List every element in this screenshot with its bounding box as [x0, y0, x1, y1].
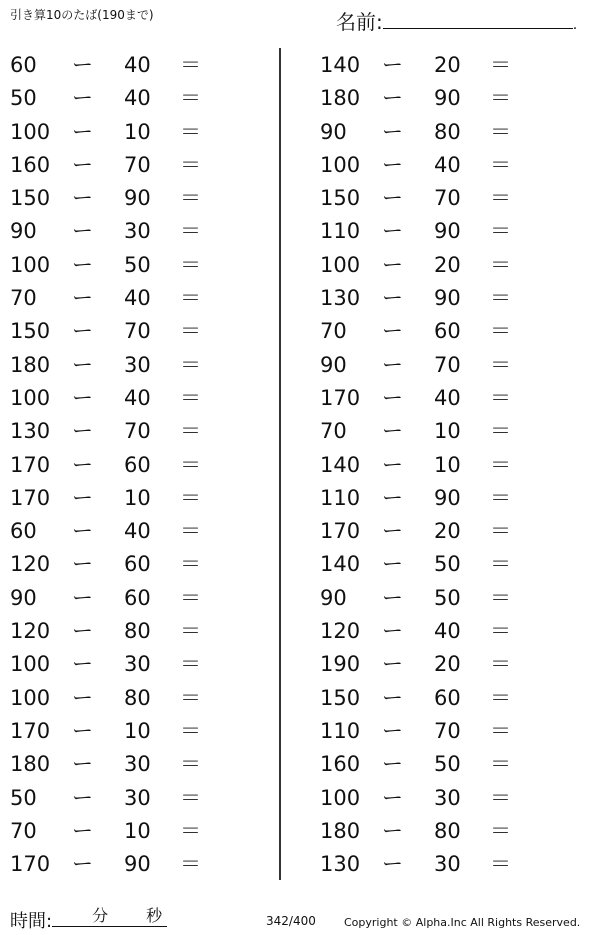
- problem-row: [0, 182, 260, 215]
- subtrahend: 90: [124, 186, 151, 211]
- name-label: 名前:: [336, 10, 383, 34]
- problem-row: [0, 149, 260, 182]
- equals-sign: ＝: [490, 152, 511, 177]
- subtrahend: 30: [434, 785, 461, 810]
- minuend: 180: [320, 86, 361, 111]
- problem-row: [310, 182, 570, 215]
- minus-sign: ー: [72, 752, 93, 777]
- equals-sign: ＝: [490, 519, 511, 544]
- name-field: [336, 6, 577, 35]
- problem-row: [310, 548, 570, 581]
- equals-sign: ＝: [490, 53, 511, 77]
- minus-sign: ー: [72, 119, 93, 144]
- equals-sign: ＝: [180, 818, 201, 843]
- minus-sign: ー: [382, 53, 403, 77]
- equals-sign: ＝: [180, 452, 201, 477]
- equals-sign: ＝: [490, 552, 511, 577]
- name-write-line[interactable]: [383, 10, 573, 29]
- problem-row: [310, 615, 570, 648]
- minuend: 90: [320, 119, 347, 144]
- equals-sign: ＝: [490, 352, 511, 377]
- minuend: 140: [320, 452, 361, 477]
- minuend: 60: [10, 53, 37, 77]
- minus-sign: ー: [382, 319, 403, 344]
- worksheet-title: 引き算10のたば(190まで): [10, 8, 154, 22]
- subtrahend: 60: [434, 319, 461, 344]
- problem-row: [310, 648, 570, 681]
- equals-sign: ＝: [490, 718, 511, 743]
- equals-sign: ＝: [490, 219, 511, 244]
- minuend: 150: [10, 319, 51, 344]
- equals-sign: ＝: [180, 852, 201, 877]
- equals-sign: ＝: [180, 685, 201, 710]
- minuend: 170: [10, 718, 51, 743]
- minuend: 120: [320, 619, 361, 644]
- minus-sign: ー: [382, 619, 403, 644]
- minuend: 110: [320, 219, 361, 244]
- subtrahend: 30: [434, 852, 461, 877]
- subtrahend: 90: [434, 219, 461, 244]
- problem-row: [0, 82, 260, 115]
- minus-sign: ー: [382, 186, 403, 211]
- page-number: 342/400: [266, 914, 316, 928]
- minus-sign: ー: [382, 685, 403, 710]
- minus-sign: ー: [382, 419, 403, 444]
- subtrahend: 40: [124, 86, 151, 111]
- subtrahend: 40: [434, 385, 461, 410]
- minuend: 180: [10, 752, 51, 777]
- subtrahend: 40: [124, 286, 151, 311]
- problem-row: [310, 315, 570, 348]
- minus-sign: ー: [72, 485, 93, 510]
- problem-row: [0, 515, 260, 548]
- minus-sign: ー: [382, 152, 403, 177]
- left-problem-column: [0, 49, 260, 881]
- time-label: 時間:: [10, 911, 53, 932]
- minuend: 90: [320, 585, 347, 610]
- subtrahend: 90: [434, 86, 461, 111]
- minuend: 160: [320, 752, 361, 777]
- minus-sign: ー: [382, 519, 403, 544]
- minuend: 170: [320, 385, 361, 410]
- subtrahend: 40: [124, 519, 151, 544]
- subtrahend: 20: [434, 519, 461, 544]
- minus-sign: ー: [72, 352, 93, 377]
- minus-sign: ー: [72, 319, 93, 344]
- minus-sign: ー: [382, 652, 403, 677]
- minuend: 170: [10, 852, 51, 877]
- minuend: 100: [320, 785, 361, 810]
- equals-sign: ＝: [490, 619, 511, 644]
- equals-sign: ＝: [180, 86, 201, 111]
- minuend: 100: [10, 252, 51, 277]
- minus-sign: ー: [382, 252, 403, 277]
- equals-sign: ＝: [490, 385, 511, 410]
- problem-row: [310, 582, 570, 615]
- minuend: 180: [10, 352, 51, 377]
- problem-row: [310, 748, 570, 781]
- subtrahend: 50: [434, 752, 461, 777]
- name-end-mark: .: [572, 17, 578, 33]
- problem-row: [310, 782, 570, 815]
- problem-row: [310, 449, 570, 482]
- subtrahend: 40: [434, 152, 461, 177]
- equals-sign: ＝: [490, 652, 511, 677]
- problem-row: [0, 648, 260, 681]
- minus-sign: ー: [72, 619, 93, 644]
- problem-row: [0, 682, 260, 715]
- equals-sign: ＝: [180, 319, 201, 344]
- problem-row: [310, 815, 570, 848]
- problem-row: [310, 82, 570, 115]
- problem-row: [0, 116, 260, 149]
- subtrahend: 60: [124, 552, 151, 577]
- minuend: 110: [320, 718, 361, 743]
- minus-sign: ー: [382, 718, 403, 743]
- problem-row: [0, 815, 260, 848]
- problem-row: [310, 215, 570, 248]
- problem-row: [310, 415, 570, 448]
- equals-sign: ＝: [180, 519, 201, 544]
- equals-sign: ＝: [490, 452, 511, 477]
- equals-sign: ＝: [180, 152, 201, 177]
- minus-sign: ー: [72, 685, 93, 710]
- minuend: 130: [10, 419, 51, 444]
- subtrahend: 40: [124, 53, 151, 77]
- problem-row: [0, 482, 260, 515]
- minus-sign: ー: [72, 286, 93, 311]
- problem-row: [0, 49, 260, 82]
- minus-sign: ー: [382, 385, 403, 410]
- problem-row: [0, 615, 260, 648]
- problem-row: [310, 349, 570, 382]
- minuend: 130: [320, 286, 361, 311]
- problem-row: [310, 116, 570, 149]
- minus-sign: ー: [382, 452, 403, 477]
- subtrahend: 20: [434, 652, 461, 677]
- equals-sign: ＝: [180, 619, 201, 644]
- subtrahend: 90: [434, 485, 461, 510]
- subtrahend: 60: [434, 685, 461, 710]
- column-divider: [279, 48, 281, 880]
- problem-row: [310, 482, 570, 515]
- equals-sign: ＝: [180, 385, 201, 410]
- minus-sign: ー: [382, 585, 403, 610]
- problem-row: [0, 315, 260, 348]
- equals-sign: ＝: [490, 585, 511, 610]
- equals-sign: ＝: [490, 485, 511, 510]
- copyright-notice: Copyright © Alpha.Inc All Rights Reserved.: [344, 916, 581, 929]
- time-field: [10, 906, 167, 933]
- problem-row: [0, 282, 260, 315]
- minuend: 100: [10, 652, 51, 677]
- minus-sign: ー: [382, 752, 403, 777]
- problem-row: [0, 582, 260, 615]
- minus-sign: ー: [72, 785, 93, 810]
- problem-row: [310, 848, 570, 881]
- subtrahend: 60: [124, 452, 151, 477]
- equals-sign: ＝: [490, 252, 511, 277]
- time-write-line[interactable]: [52, 906, 167, 927]
- minuend: 150: [10, 186, 51, 211]
- minus-sign: ー: [72, 252, 93, 277]
- equals-sign: ＝: [180, 718, 201, 743]
- subtrahend: 70: [124, 319, 151, 344]
- equals-sign: ＝: [180, 119, 201, 144]
- subtrahend: 10: [434, 452, 461, 477]
- minuend: 180: [320, 818, 361, 843]
- minuend: 90: [10, 585, 37, 610]
- minuend: 50: [10, 86, 37, 111]
- equals-sign: ＝: [490, 752, 511, 777]
- problem-row: [310, 515, 570, 548]
- subtrahend: 10: [124, 119, 151, 144]
- minuend: 170: [10, 452, 51, 477]
- minuend: 120: [10, 619, 51, 644]
- equals-sign: ＝: [180, 186, 201, 211]
- subtrahend: 10: [124, 818, 151, 843]
- minuend: 140: [320, 552, 361, 577]
- minus-sign: ー: [72, 219, 93, 244]
- equals-sign: ＝: [180, 652, 201, 677]
- subtrahend: 30: [124, 752, 151, 777]
- problem-row: [0, 449, 260, 482]
- minuend: 100: [10, 119, 51, 144]
- right-problem-column: [310, 49, 570, 881]
- minuend: 70: [10, 286, 37, 311]
- minuend: 70: [320, 319, 347, 344]
- subtrahend: 80: [124, 619, 151, 644]
- minuend: 90: [10, 219, 37, 244]
- subtrahend: 30: [124, 652, 151, 677]
- equals-sign: ＝: [490, 286, 511, 311]
- equals-sign: ＝: [490, 685, 511, 710]
- equals-sign: ＝: [490, 852, 511, 877]
- minuend: 130: [320, 852, 361, 877]
- equals-sign: ＝: [490, 119, 511, 144]
- equals-sign: ＝: [180, 352, 201, 377]
- minus-sign: ー: [72, 53, 93, 77]
- equals-sign: ＝: [490, 419, 511, 444]
- problem-row: [0, 349, 260, 382]
- subtrahend: 20: [434, 252, 461, 277]
- minus-sign: ー: [382, 785, 403, 810]
- subtrahend: 90: [434, 286, 461, 311]
- problem-row: [0, 215, 260, 248]
- subtrahend: 10: [434, 419, 461, 444]
- minuend: 100: [10, 385, 51, 410]
- equals-sign: ＝: [180, 252, 201, 277]
- minus-sign: ー: [382, 352, 403, 377]
- minus-sign: ー: [72, 818, 93, 843]
- minus-sign: ー: [72, 585, 93, 610]
- minus-sign: ー: [382, 86, 403, 111]
- equals-sign: ＝: [490, 186, 511, 211]
- equals-sign: ＝: [180, 585, 201, 610]
- minutes-label: 分: [92, 906, 109, 925]
- minus-sign: ー: [382, 219, 403, 244]
- minus-sign: ー: [72, 419, 93, 444]
- problem-row: [0, 748, 260, 781]
- subtrahend: 10: [124, 485, 151, 510]
- subtrahend: 80: [434, 119, 461, 144]
- problem-row: [0, 415, 260, 448]
- minus-sign: ー: [72, 519, 93, 544]
- minus-sign: ー: [382, 485, 403, 510]
- problem-row: [0, 548, 260, 581]
- minuend: 60: [10, 519, 37, 544]
- minuend: 150: [320, 186, 361, 211]
- equals-sign: ＝: [180, 785, 201, 810]
- subtrahend: 50: [434, 552, 461, 577]
- minuend: 100: [320, 252, 361, 277]
- minuend: 120: [10, 552, 51, 577]
- subtrahend: 30: [124, 219, 151, 244]
- minus-sign: ー: [382, 852, 403, 877]
- minuend: 100: [10, 685, 51, 710]
- subtrahend: 30: [124, 785, 151, 810]
- subtrahend: 40: [434, 619, 461, 644]
- minus-sign: ー: [382, 119, 403, 144]
- subtrahend: 60: [124, 585, 151, 610]
- equals-sign: ＝: [490, 818, 511, 843]
- problem-row: [0, 249, 260, 282]
- subtrahend: 50: [434, 585, 461, 610]
- subtrahend: 20: [434, 53, 461, 77]
- minuend: 50: [10, 785, 37, 810]
- problem-row: [0, 782, 260, 815]
- minus-sign: ー: [382, 818, 403, 843]
- minuend: 150: [320, 685, 361, 710]
- equals-sign: ＝: [180, 485, 201, 510]
- subtrahend: 80: [124, 685, 151, 710]
- minus-sign: ー: [72, 852, 93, 877]
- subtrahend: 70: [434, 352, 461, 377]
- equals-sign: ＝: [180, 419, 201, 444]
- minus-sign: ー: [382, 552, 403, 577]
- minuend: 100: [320, 152, 361, 177]
- seconds-label: 秒: [146, 906, 163, 925]
- subtrahend: 80: [434, 818, 461, 843]
- minuend: 70: [10, 818, 37, 843]
- subtrahend: 70: [434, 718, 461, 743]
- subtrahend: 90: [124, 852, 151, 877]
- minus-sign: ー: [382, 286, 403, 311]
- minuend: 190: [320, 652, 361, 677]
- equals-sign: ＝: [180, 552, 201, 577]
- problem-row: [310, 149, 570, 182]
- problem-row: [310, 682, 570, 715]
- subtrahend: 50: [124, 252, 151, 277]
- minus-sign: ー: [72, 452, 93, 477]
- problem-row: [310, 715, 570, 748]
- subtrahend: 70: [124, 419, 151, 444]
- minuend: 170: [320, 519, 361, 544]
- problem-row: [310, 249, 570, 282]
- minuend: 70: [320, 419, 347, 444]
- problem-row: [310, 382, 570, 415]
- equals-sign: ＝: [180, 219, 201, 244]
- equals-sign: ＝: [490, 86, 511, 111]
- subtrahend: 70: [124, 152, 151, 177]
- subtrahend: 10: [124, 718, 151, 743]
- minuend: 160: [10, 152, 51, 177]
- minuend: 90: [320, 352, 347, 377]
- equals-sign: ＝: [180, 752, 201, 777]
- minus-sign: ー: [72, 86, 93, 111]
- minus-sign: ー: [72, 186, 93, 211]
- subtrahend: 40: [124, 385, 151, 410]
- minuend: 170: [10, 485, 51, 510]
- minus-sign: ー: [72, 652, 93, 677]
- minuend: 110: [320, 485, 361, 510]
- minus-sign: ー: [72, 152, 93, 177]
- equals-sign: ＝: [490, 785, 511, 810]
- problem-row: [310, 49, 570, 82]
- subtrahend: 30: [124, 352, 151, 377]
- problem-row: [310, 282, 570, 315]
- problem-row: [0, 715, 260, 748]
- minuend: 140: [320, 53, 361, 77]
- equals-sign: ＝: [180, 286, 201, 311]
- problem-row: [0, 848, 260, 881]
- problem-row: [0, 382, 260, 415]
- equals-sign: ＝: [490, 319, 511, 344]
- subtrahend: 70: [434, 186, 461, 211]
- equals-sign: ＝: [180, 53, 201, 77]
- minus-sign: ー: [72, 552, 93, 577]
- minus-sign: ー: [72, 718, 93, 743]
- minus-sign: ー: [72, 385, 93, 410]
